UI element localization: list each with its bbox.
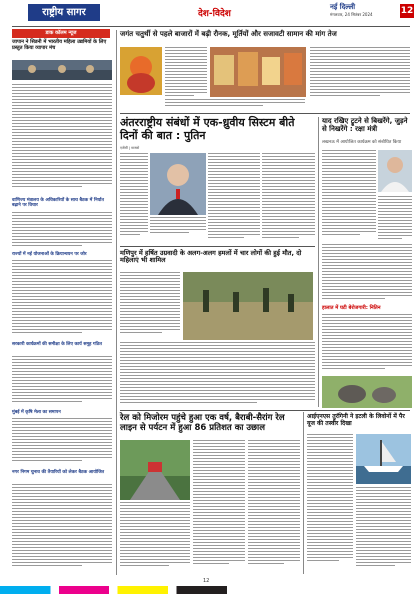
main-story-body-3	[262, 153, 315, 243]
manipur-body-1	[120, 272, 180, 340]
right-story-body-1	[322, 150, 376, 240]
left-strip-label: डाक कॉलम न्यूज	[12, 29, 110, 38]
lower-rule	[120, 410, 410, 411]
left-lead-body	[12, 84, 112, 194]
rail-body-3	[248, 440, 300, 574]
main-story-body-2	[208, 153, 260, 243]
italy-headline: आईएनएस तुरंगिनी ने इटली के लिवोर्नो में पैर यूज की तस्वीर दिखा	[307, 413, 405, 427]
rajnath-body	[322, 314, 412, 374]
left-sub-3: सरकारी कार्यक्रमों की समीक्षा के लिए कार्य समूह गठित	[12, 342, 102, 347]
issue-date: मंगलवार, 24 सितंबर 2024	[330, 12, 373, 17]
main-story-body-1	[120, 153, 148, 243]
top-story-headline: जगंत चतुर्थी से पहले बाजारों में बढ़ी रौनक, मूर्तियों और सजावटी सामान की मांग तेज	[120, 30, 337, 38]
soldiers-photo-icon	[183, 272, 313, 340]
manipur-headline: मणिपुर में हर्षित उग्रवादी के अलग-अलग हमलों में चार लोगों की हुई मौत, दो महिलाएं भी शामिल	[120, 249, 302, 265]
main-story-byline: एजेंसी | मास्को	[120, 146, 140, 150]
rajnath-headline: हालात में घटी बेरोजगारी: नितिन	[322, 305, 381, 311]
minister-photo-icon	[378, 150, 412, 192]
left-body-5	[12, 418, 112, 468]
rail-body-1	[120, 502, 190, 574]
left-body-2	[12, 212, 112, 250]
main-story-caption	[150, 217, 206, 241]
left-sub-5: नगर निगम चुनाव की तैयारियों को लेकर बैठक आयोजित	[12, 470, 105, 475]
top-story-body-1	[165, 47, 207, 99]
left-body-6	[12, 484, 112, 574]
railway-photo-icon	[120, 440, 190, 500]
right-story-body-3	[322, 244, 412, 304]
right-story-headline: याद रखिए ट्रूटने से बिखरेंगे, जुड़ने से निखरेंगे : रक्षा मंत्री	[322, 117, 408, 134]
left-sub-4: मुंबई में कृषि मेला का समापन	[12, 410, 61, 415]
elephant-photo-icon	[322, 376, 412, 408]
photo-icon	[12, 60, 112, 80]
wildlife-photo	[322, 376, 412, 408]
masthead-rule	[12, 26, 410, 27]
manipur-rule	[120, 246, 315, 247]
right-column-divider	[318, 117, 319, 407]
top-story-rule	[120, 113, 410, 114]
left-lead-headline: जापान ने सिडनी में भारतीय महिला उद्यमियों के लिए प्रस्तुत किया व्यापार मंच	[12, 39, 107, 51]
footer-page-number: 12	[203, 578, 210, 584]
top-story-photo-1	[120, 47, 162, 95]
idol-photo-icon	[120, 47, 162, 95]
print-color-bar	[0, 586, 420, 594]
left-sub-2: राज्यों में नई योजनाओं के क्रियान्वयन पर जोर	[12, 252, 87, 257]
right-story-body-2	[378, 196, 412, 242]
portrait-photo-icon	[150, 153, 206, 215]
masthead	[0, 0, 420, 26]
italy-body-1	[307, 434, 353, 574]
right-story-photo	[378, 150, 412, 192]
section-tag: राष्ट्रीय सागर	[28, 4, 100, 21]
rail-body-2	[193, 440, 245, 574]
top-story-caption	[165, 99, 305, 109]
top-story-photo-2	[210, 47, 306, 97]
paper-name: नई दिल्ली	[330, 3, 356, 11]
left-sub-1: वाणिज्य मंत्रालय के अधिकारियों के साथ बैठक में निर्यात बढ़ाने पर विचार	[12, 198, 104, 209]
manipur-body-2	[120, 342, 315, 408]
left-column-divider	[116, 30, 117, 575]
main-story-photo	[150, 153, 206, 215]
section-title: देश-विदेश	[198, 9, 231, 19]
left-lead-photo	[12, 60, 112, 80]
italy-photo	[356, 434, 411, 484]
left-body-4	[12, 356, 112, 408]
rail-headline: रेल को मिजोरम पहुंचे हुआ एक वर्ष, बैराबी-सैरांग रेल लाइन से पर्यटन में हुआ 86 प्रतिशत का उछाल	[120, 413, 285, 433]
manipur-photo	[183, 272, 313, 340]
rail-divider	[303, 412, 304, 574]
top-story-body-2	[310, 47, 410, 99]
main-story-headline: अंतरराष्ट्रीय संबंधों में एक-ध्रुवीय सिस्टम बीते दिनों की बात : पुतिन	[120, 116, 295, 142]
ship-photo-icon	[356, 434, 411, 484]
rail-photo	[120, 440, 190, 500]
right-story-sub: लखनऊ में आयोजित कार्यक्रम को संबोधित किया	[322, 140, 402, 145]
market-photo-icon	[210, 47, 306, 97]
page-number: 12	[400, 6, 414, 16]
left-body-3	[12, 260, 112, 340]
italy-body-2	[356, 487, 411, 574]
